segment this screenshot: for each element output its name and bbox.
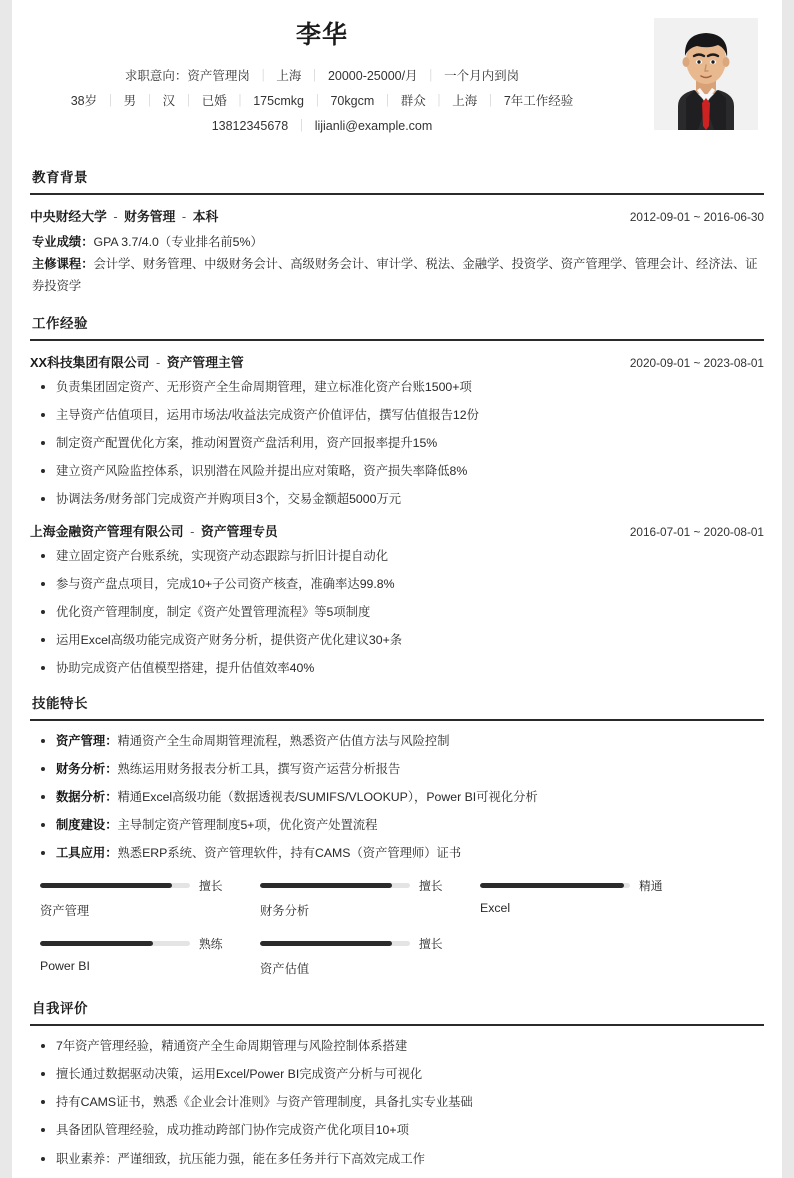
education-entry-head — [30, 206, 764, 225]
education-gpa-line — [30, 232, 764, 254]
list-item: 主导资产估值项目，运用市场法/收益法完成资产价值评估，撰写估值报告12份 — [30, 406, 764, 425]
work-entry — [30, 352, 764, 509]
list-item: 负责集团固定资产、无形资产全生命周期管理，建立标准化资产台账1500+项 — [30, 378, 764, 397]
work-bullet-list — [30, 547, 764, 678]
skill-bar-track — [40, 941, 190, 946]
meta-separator: ｜ — [308, 68, 321, 83]
personal-location: 上海 — [452, 93, 478, 108]
list-item: 擅长通过数据驱动决策，运用Excel/Power BI完成资产分析与可视化 — [30, 1065, 764, 1084]
job-intent-salary: 20000-25000/月 — [327, 68, 418, 83]
education-degree: 本科 — [192, 209, 219, 224]
meta-separator: ｜ — [143, 93, 156, 108]
section-title-self-evaluation: 自我评价 — [32, 1001, 88, 1017]
list-item: 具备团队管理经验，成功推动跨部门协作完成资产优化项目10+项 — [30, 1121, 764, 1140]
work-entry — [30, 521, 764, 678]
list-item: 协调法务/财务部门完成资产并购项目3个，交易金额超5000万元 — [30, 490, 764, 509]
skill-text: 熟悉ERP系统、资产管理软件，持有CAMS（资产管理师）证书 — [117, 846, 462, 861]
list-item — [30, 788, 764, 807]
skill-bar-level: 精通 — [639, 879, 663, 894]
work-entry-head — [30, 352, 764, 371]
education-courses-label: 主修课程： — [32, 256, 94, 271]
education-courses-value: 会计学、财务管理、中级财务会计、高级财务会计、审计学、税法、金融学、投资学、资产管理学、管理会计、经济法、证券投资学 — [32, 256, 758, 293]
skill-bar-level: 擅长 — [419, 879, 443, 894]
skill-bar-name: 财务分析 — [260, 904, 310, 919]
list-item: 职业素养：严谨细致，抗压能力强，能在多任务并行下高效完成工作 — [30, 1150, 764, 1169]
skill-label: 数据分析： — [56, 790, 118, 805]
contact-email[interactable]: lijianli@example.com — [314, 118, 433, 133]
list-item: 优化资产管理制度，制定《资产处置管理流程》等5项制度 — [30, 603, 764, 622]
skill-bar-track — [480, 883, 630, 888]
skill-bar-fill — [480, 883, 624, 888]
section-divider — [30, 1024, 764, 1026]
work-company: XX科技集团有限公司 — [30, 354, 150, 370]
meta-separator: ｜ — [295, 118, 308, 133]
work-role: 资产管理主管 — [166, 354, 244, 370]
personal-gender: 男 — [123, 93, 137, 108]
skill-bar-row — [260, 935, 475, 952]
meta-separator: ｜ — [484, 93, 497, 108]
skill-level-bars — [30, 877, 764, 993]
skills-bullet-list — [30, 732, 764, 863]
education-gpa-label: 专业成绩： — [32, 235, 94, 249]
education-entry-title — [30, 206, 218, 225]
list-item — [30, 760, 764, 779]
personal-marital-status: 已婚 — [201, 93, 227, 108]
list-item: 建立资产风险监控体系，识别潜在风险并提出应对策略，资产损失率降低8% — [30, 462, 764, 481]
section-divider — [30, 193, 764, 195]
contact-phone[interactable]: 13812345678 — [211, 118, 289, 133]
personal-political-status: 群众 — [400, 93, 426, 108]
list-item — [30, 844, 764, 863]
personal-info-line — [30, 89, 614, 114]
skill-bar-level: 擅长 — [419, 937, 443, 952]
list-item — [30, 732, 764, 751]
skill-text: 主导制定资产管理制度5+项，优化资产处置流程 — [117, 818, 378, 833]
skill-bar-fill — [40, 883, 172, 888]
personal-age: 38岁 — [70, 93, 98, 108]
meta-separator: ｜ — [381, 93, 394, 108]
meta-separator: ｜ — [233, 93, 247, 108]
meta-separator: ｜ — [432, 93, 446, 108]
meta-separator: ｜ — [182, 93, 195, 108]
skill-bar-item — [260, 935, 475, 977]
skill-bar-name: Power BI — [40, 959, 90, 974]
meta-separator: ｜ — [256, 68, 270, 83]
skill-bar-row — [40, 935, 255, 952]
skill-text: 熟练运用财务报表分析工具，撰写资产运营分析报告 — [117, 762, 401, 777]
education-courses-line — [30, 254, 764, 298]
meta-separator: ｜ — [104, 93, 117, 108]
resume-header — [30, 0, 764, 152]
page-title: 李华 — [295, 21, 348, 49]
skill-bar-name: Excel — [480, 901, 511, 916]
title-dash: - — [152, 354, 164, 370]
list-item: 参与资产盘点项目，完成10+子公司资产核查，准确率达99.8% — [30, 575, 764, 594]
personal-ethnicity: 汉 — [162, 93, 176, 108]
meta-separator: ｜ — [424, 68, 438, 83]
avatar — [654, 18, 758, 130]
list-item: 建立固定资产台账系统，实现资产动态跟踪与折旧计提自动化 — [30, 547, 764, 566]
job-intent-position: 资产管理岗 — [187, 68, 250, 83]
skill-bar-row — [40, 877, 255, 894]
list-item: 运用Excel高级功能完成资产财务分析，提供资产优化建议30+条 — [30, 631, 764, 650]
section-title-work: 工作经验 — [32, 315, 88, 331]
work-date-range: 2020-09-01 ~ 2023-08-01 — [629, 355, 764, 370]
work-company: 上海金融资产管理有限公司 — [30, 523, 184, 539]
skill-bar-fill — [260, 941, 392, 946]
education-gpa-value: GPA 3.7/4.0（专业排名前5%） — [93, 235, 263, 249]
personal-height: 175cmkg — [253, 93, 304, 108]
skill-bar-item — [40, 935, 255, 977]
skill-label: 资产管理： — [56, 734, 118, 749]
job-intent-city: 上海 — [276, 68, 302, 83]
work-entry-title — [30, 352, 244, 371]
job-intent-label: 求职意向： — [124, 68, 188, 83]
title-dash: - — [109, 209, 122, 224]
skill-bar-level: 熟练 — [199, 937, 223, 952]
education-entry — [30, 206, 764, 298]
list-item: 持有CAMS证书，熟悉《企业会计准则》与资产管理制度，具备扎实专业基础 — [30, 1093, 764, 1112]
title-dash: - — [186, 523, 198, 539]
list-item: 协助完成资产估值模型搭建，提升估值效率40% — [30, 659, 764, 678]
resume-page — [12, 0, 782, 1178]
skill-bar-fill — [40, 941, 153, 946]
job-intent-availability: 一个月内到岗 — [444, 68, 520, 83]
skill-bar-level: 擅长 — [199, 879, 223, 894]
portrait-illustration-icon — [654, 18, 758, 130]
work-entry-title — [30, 521, 278, 540]
education-date-range: 2012-09-01 ~ 2016-06-30 — [629, 210, 764, 224]
skill-bar-item — [480, 877, 695, 919]
work-role: 资产管理专员 — [200, 523, 278, 539]
education-major: 财务管理 — [124, 209, 176, 224]
section-education — [30, 166, 764, 298]
skill-bar-name: 资产管理 — [40, 904, 90, 919]
meta-separator: ｜ — [310, 93, 324, 108]
skill-bar-fill — [260, 883, 392, 888]
self-evaluation-bullet-list — [30, 1037, 764, 1168]
section-work-experience — [30, 312, 764, 678]
work-date-range: 2016-07-01 ~ 2020-08-01 — [629, 524, 764, 539]
section-title-skills: 技能特长 — [32, 696, 88, 712]
skill-bar-track — [260, 883, 410, 888]
skill-bar-track — [260, 941, 410, 946]
section-self-evaluation — [30, 997, 764, 1168]
skill-bar-track — [40, 883, 190, 888]
work-bullet-list — [30, 378, 764, 509]
job-intent-line — [30, 64, 614, 89]
skill-bar-item — [260, 877, 475, 919]
skill-bar-row — [260, 877, 475, 894]
section-divider — [30, 339, 764, 341]
skill-bar-item — [40, 877, 255, 919]
skill-label: 制度建设： — [56, 818, 118, 833]
skill-text: 精通Excel高级功能（数据透视表/SUMIFS/VLOOKUP），Power BI可视化分析 — [117, 790, 538, 805]
contact-info-line — [30, 114, 614, 139]
section-skills — [30, 692, 764, 993]
skill-label: 财务分析： — [56, 762, 118, 777]
section-title-education: 教育背景 — [32, 170, 88, 185]
work-entry-head — [30, 521, 764, 540]
personal-weight: 70kgcm — [330, 93, 375, 108]
skill-bar-name: 资产估值 — [260, 962, 310, 977]
personal-experience-years: 7年工作经验 — [503, 93, 574, 108]
section-divider — [30, 719, 764, 721]
list-item: 制定资产配置优化方案，推动闲置资产盘活利用，资产回报率提升15% — [30, 434, 764, 453]
skill-label: 工具应用： — [56, 846, 118, 861]
skill-bar-row — [480, 877, 695, 894]
education-school: 中央财经大学 — [30, 209, 107, 224]
skill-text: 精通资产全生命周期管理流程，熟悉资产估值方法与风险控制 — [117, 734, 450, 749]
title-dash: - — [178, 209, 190, 224]
list-item — [30, 816, 764, 835]
list-item: 7年资产管理经验，精通资产全生命周期管理与风险控制体系搭建 — [30, 1037, 764, 1056]
